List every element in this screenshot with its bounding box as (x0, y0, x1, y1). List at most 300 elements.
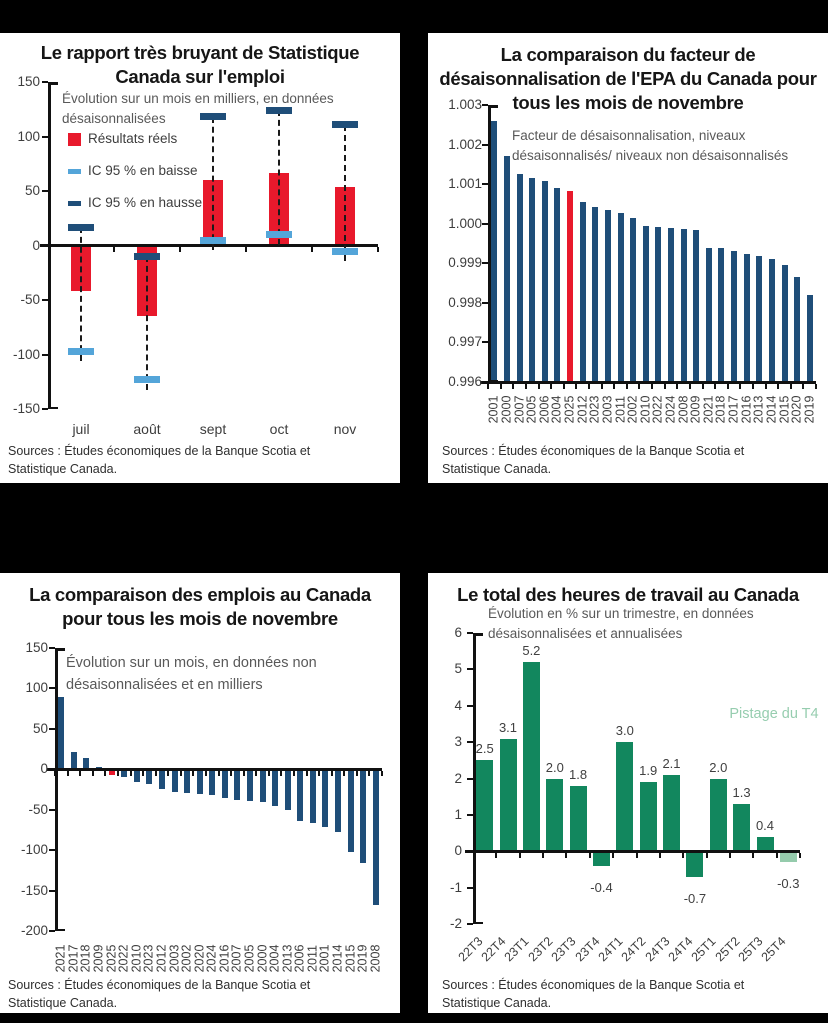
x-axis-tick (714, 384, 716, 389)
chart-subtitle: Évolution sur un mois en milliers, en données désaisonnalisées (62, 91, 334, 127)
y-axis-tick (42, 81, 48, 83)
x-tick-label-2008: 2008 (676, 395, 690, 424)
x-tick-label-juil: juil (72, 421, 90, 437)
y-axis-tick (49, 647, 55, 649)
x-tick-label-2025: 2025 (104, 944, 119, 973)
y-tick-label: 0.999 (448, 255, 482, 271)
x-tick-label-2004: 2004 (549, 395, 564, 424)
x-tick-label-25T4: 25T4 (758, 934, 789, 965)
bar-2004 (272, 769, 278, 805)
bar-2000 (260, 769, 266, 802)
x-axis-tick (243, 771, 245, 776)
x-tick-label-2019: 2019 (355, 944, 370, 973)
bar-2011 (618, 213, 624, 382)
y-tick-label: 4 (454, 697, 462, 713)
x-axis-tick (636, 853, 638, 858)
x-axis-tick (689, 384, 691, 389)
x-axis-tick (318, 771, 320, 776)
x-axis-tick (588, 384, 590, 389)
y-tick-label: 0 (40, 761, 48, 777)
y-axis-tick (482, 341, 488, 343)
y-tick-label: 3 (454, 734, 462, 750)
x-tick-label-2011: 2011 (613, 396, 627, 423)
x-axis-tick (495, 853, 497, 858)
x-tick-label-2009: 2009 (688, 395, 703, 424)
legend-item-resultats-reels (68, 131, 202, 146)
bar-value-label-25T3: 0.4 (755, 817, 775, 833)
ci-baisse-marker-juil (68, 348, 94, 355)
x-axis-tick (230, 771, 232, 776)
x-axis-line (465, 850, 800, 853)
y-axis-tick (42, 245, 48, 247)
x-tick-label-2014: 2014 (764, 395, 779, 424)
y-axis-tick (467, 887, 473, 889)
x-tick-label-24T1: 24T1 (595, 934, 626, 965)
x-axis-tick (612, 853, 614, 858)
y-tick-label: 100 (17, 128, 40, 144)
bar-2001 (322, 769, 328, 826)
y-tick-label: -50 (28, 801, 48, 817)
bar-2023 (592, 207, 598, 382)
x-axis-tick (356, 771, 358, 776)
ci-whisker-nov (344, 125, 346, 261)
x-axis-tick (255, 771, 257, 776)
bar-2024 (668, 228, 674, 382)
chart-title: Le rapport très bruyant de Statistique Canada sur l'emploi (40, 42, 360, 88)
x-axis-tick (542, 853, 544, 858)
bar-22T3 (476, 760, 493, 851)
y-axis-tick (467, 741, 473, 743)
x-axis-tick (293, 771, 295, 776)
x-axis-tick (550, 384, 552, 389)
bar-value-label-25T2: 1.3 (732, 785, 751, 800)
x-axis-tick (113, 247, 115, 252)
y-tick-label: 5 (454, 661, 462, 677)
x-tick-label-nov: nov (333, 421, 357, 437)
x-tick-label-25T3: 25T3 (735, 934, 766, 965)
x-tick-label-2001: 2001 (486, 395, 501, 424)
y-axis-tick (467, 668, 473, 670)
sources-note: Sources : Études économiques de la Banque Scotia et Statistique Canada. (442, 444, 745, 476)
y-axis-tick (49, 930, 55, 932)
y-tick-label: 1 (454, 806, 462, 822)
bar-2025 (567, 191, 573, 382)
y-tick-label: -50 (20, 292, 40, 307)
bar-2016 (222, 769, 228, 797)
y-tick-label: -150 (12, 401, 40, 416)
x-axis-tick (155, 771, 157, 776)
x-axis-tick (487, 384, 489, 389)
bar-23T4 (593, 851, 610, 866)
x-axis-tick (790, 384, 792, 389)
x-axis-tick (739, 384, 741, 389)
x-axis-tick (306, 771, 308, 776)
legend-item-ic-hausse (68, 195, 202, 210)
bar-2001 (491, 121, 497, 382)
bar-24T3 (663, 775, 680, 851)
x-tick-label-sept: sept (199, 421, 227, 437)
x-tick-label-2018: 2018 (78, 944, 93, 973)
x-axis-tick (280, 771, 282, 776)
bar-2019 (807, 295, 813, 383)
x-axis-tick (815, 384, 817, 389)
bar-2014 (769, 259, 775, 382)
y-tick-label: 6 (454, 625, 462, 640)
bar-2022 (655, 227, 661, 382)
x-tick-label-2023: 2023 (587, 395, 602, 424)
bar-25T4 (780, 851, 797, 862)
x-tick-label-22T4: 22T4 (478, 934, 509, 965)
bar-2008 (681, 229, 687, 382)
x-tick-label-2002: 2002 (179, 944, 194, 973)
bar-value-label-25T4: -0.3 (777, 876, 800, 892)
bar-23T3 (570, 786, 587, 852)
x-tick-label-2013: 2013 (280, 944, 295, 973)
x-axis-tick (512, 384, 514, 389)
x-axis-tick (311, 247, 313, 252)
x-tick-label-2001: 2001 (317, 944, 332, 973)
y-tick-label: 0.998 (448, 294, 482, 310)
legend-label: IC 95 % en hausse (88, 195, 203, 210)
bar-2002 (184, 769, 190, 792)
y-axis-serif-top (488, 105, 498, 108)
x-axis-tick (626, 384, 628, 389)
x-axis-tick (218, 771, 220, 776)
x-tick-label-22T3: 22T3 (455, 934, 486, 965)
bar-2018 (718, 248, 724, 382)
x-axis-tick (180, 771, 182, 776)
x-tick-label-2013: 2013 (751, 395, 766, 424)
bar-2004 (554, 188, 560, 382)
y-axis-tick (49, 768, 55, 770)
x-axis-tick (565, 853, 567, 858)
x-tick-label-2017: 2017 (726, 395, 741, 424)
bar-2014 (335, 769, 341, 831)
x-axis-tick (765, 384, 767, 389)
bar-2021 (58, 697, 64, 770)
y-axis-tick (482, 104, 488, 106)
plot-area-seasonal-factor (428, 33, 828, 483)
x-tick-label-23T1: 23T1 (501, 934, 532, 965)
x-tick-label-24T3: 24T3 (642, 934, 673, 965)
y-tick-label: 0 (32, 237, 40, 253)
sources-note: Sources : Études économiques de la Banque Scotia et Statistique Canada. (442, 978, 745, 1010)
x-axis-tick (659, 853, 661, 858)
x-tick-label-2011: 2011 (305, 945, 320, 972)
y-axis-line (55, 648, 58, 931)
x-tick-label-25T2: 25T2 (712, 934, 743, 965)
x-axis-tick (179, 247, 181, 252)
x-axis-tick (589, 853, 591, 858)
bar-23T2 (546, 779, 563, 852)
x-tick-label-2010: 2010 (129, 944, 144, 973)
y-tick-label: 2 (454, 770, 462, 786)
bar-2006 (542, 181, 548, 382)
bar-2012 (580, 202, 586, 382)
x-tick-label-2000: 2000 (499, 395, 514, 424)
y-axis-tick (49, 728, 55, 730)
legend-label: IC 95 % en baisse (88, 163, 198, 178)
bar-2017 (71, 752, 77, 769)
bar-value-label-24T4: -0.7 (683, 890, 707, 906)
x-axis-tick (802, 384, 804, 389)
bar-2011 (310, 769, 316, 823)
bar-23T1 (523, 662, 540, 851)
x-tick-label-2019: 2019 (802, 395, 817, 424)
x-axis-tick (519, 853, 521, 858)
y-tick-label: 100 (25, 680, 48, 696)
bar-value-label-23T2: 2.0 (545, 759, 564, 775)
x-tick-label-2005: 2005 (524, 395, 539, 424)
plot-area-november-jobs (0, 573, 400, 1013)
bar-value-label-24T3: 2.1 (662, 755, 681, 771)
bar-24T1 (616, 742, 633, 851)
x-axis-tick (377, 247, 379, 252)
chart-subtitle: Évolution sur un mois, en données non désaisonnalisées et en milliers (66, 655, 317, 693)
ci-baisse-marker-oct (266, 231, 292, 238)
y-axis-tick (49, 809, 55, 811)
x-tick-label-2003: 2003 (600, 395, 615, 424)
x-tick-label-2012: 2012 (154, 944, 169, 973)
x-axis-tick (706, 853, 708, 858)
x-tick-label-2018: 2018 (713, 395, 728, 424)
dark-blue-dash-swatch-icon (68, 201, 81, 206)
y-tick-label: 50 (32, 720, 48, 736)
bar-22T4 (500, 739, 517, 852)
bar-2005 (247, 769, 253, 801)
x-axis-tick (205, 771, 207, 776)
x-axis-tick (575, 384, 577, 389)
bar-2020 (197, 769, 203, 794)
x-axis-tick (651, 384, 653, 389)
bar-2013 (756, 256, 762, 382)
x-axis-tick (245, 247, 247, 252)
ci-baisse-marker-août (134, 376, 160, 383)
chart-title: La comparaison du facteur de désaisonnalisation de l'EPA du Canada pour tous les mois de novembre (439, 44, 817, 114)
x-axis-tick (192, 771, 194, 776)
bar-2002 (630, 218, 636, 382)
y-axis-tick (482, 144, 488, 146)
sources-note: Sources : Études économiques de la Banque Scotia et Statistique Canada. (8, 444, 311, 476)
x-axis-tick (79, 771, 81, 776)
x-axis-tick (130, 771, 132, 776)
x-axis-tick (664, 384, 666, 389)
x-tick-label-24T4: 24T4 (665, 934, 696, 965)
y-axis-serif-top (55, 648, 65, 651)
bar-2020 (794, 277, 800, 382)
bar-2015 (782, 265, 788, 382)
y-axis-tick (482, 183, 488, 185)
bar-2008 (373, 769, 379, 905)
x-tick-label-2005: 2005 (242, 944, 257, 973)
x-tick-label-2021: 2021 (701, 395, 716, 424)
bar-2007 (517, 174, 523, 383)
x-tick-label-2009: 2009 (91, 944, 106, 973)
y-tick-label: -1 (449, 879, 462, 895)
bar-value-label-24T1: 3.0 (615, 723, 634, 739)
chart-panel-top-left (0, 33, 400, 483)
ci-whisker-oct (278, 110, 280, 244)
bar-2010 (643, 226, 649, 382)
x-tick-label-2015: 2015 (777, 395, 791, 424)
x-tick-label-2015: 2015 (343, 944, 358, 973)
y-axis-serif-bottom (488, 380, 498, 383)
ci-baisse-marker-nov (332, 248, 358, 255)
ci-whisker-août (146, 256, 148, 389)
chart-panel-bottom-right (428, 573, 828, 1013)
x-tick-label-2014: 2014 (330, 944, 345, 973)
y-axis-tick (467, 923, 473, 925)
x-tick-label-août: août (133, 421, 161, 437)
y-axis-line (488, 105, 491, 382)
y-axis-tick (467, 850, 473, 852)
y-axis-tick (467, 778, 473, 780)
x-tick-label-2020: 2020 (192, 944, 207, 973)
y-tick-label: -200 (20, 923, 48, 938)
x-axis-tick (613, 384, 615, 389)
bar-2012 (159, 769, 165, 788)
x-tick-label-23T4: 23T4 (572, 934, 603, 965)
chart-title: La comparaison des emplois au Canada pour tous les mois de novembre (29, 584, 371, 630)
x-tick-label-2006: 2006 (537, 395, 552, 424)
y-axis-serif-bottom (55, 929, 65, 932)
x-tick-label-2016: 2016 (739, 395, 754, 424)
y-axis-tick (482, 262, 488, 264)
x-axis-tick (752, 853, 754, 858)
bar-2009 (693, 230, 699, 382)
y-tick-label: 150 (17, 74, 40, 89)
legend-label: Résultats réels (88, 131, 178, 146)
x-axis-tick (142, 771, 144, 776)
y-tick-label: 0 (454, 843, 462, 859)
y-axis-tick (482, 381, 488, 383)
y-axis-tick (467, 705, 473, 707)
x-tick-label-23T3: 23T3 (548, 934, 579, 965)
y-axis-serif-bottom (48, 407, 58, 410)
x-axis-tick (682, 853, 684, 858)
y-axis-tick (482, 302, 488, 304)
y-axis-serif-top (48, 82, 58, 85)
bar-value-label-25T1: 2.0 (709, 759, 728, 775)
ci-whisker-juil (80, 227, 82, 361)
x-tick-label-2024: 2024 (204, 944, 219, 973)
bar-2003 (172, 769, 178, 792)
x-axis-tick (368, 771, 370, 776)
bar-value-label-22T4: 3.1 (498, 719, 518, 735)
bar-2003 (605, 210, 611, 382)
x-axis-tick (638, 384, 640, 389)
y-tick-label: 1.001 (448, 176, 482, 192)
x-axis-tick (104, 771, 106, 776)
y-tick-label: 0.996 (448, 374, 482, 389)
ci-whisker-sept (212, 117, 214, 250)
bar-value-label-23T1: 5.2 (522, 643, 541, 659)
x-axis-tick (752, 384, 754, 389)
y-tick-label: 1.002 (448, 136, 482, 152)
legend (68, 131, 202, 227)
bar-value-label-24T2: 1.9 (639, 763, 658, 779)
x-axis-tick (676, 384, 678, 389)
bar-2016 (744, 254, 750, 382)
x-tick-label-2002: 2002 (625, 395, 640, 424)
chart-title: Le total des heures de travail au Canada (457, 584, 799, 605)
y-tick-label: 50 (24, 183, 40, 198)
ci-hausse-marker-août (134, 253, 160, 260)
x-tick-label-2006: 2006 (292, 944, 307, 973)
y-axis-tick (49, 687, 55, 689)
x-tick-label-2016: 2016 (217, 944, 232, 973)
x-axis-tick (727, 384, 729, 389)
x-tick-label-2012: 2012 (575, 395, 590, 424)
y-axis-tick (467, 814, 473, 816)
x-axis-tick (268, 771, 270, 776)
bar-2017 (731, 251, 737, 382)
x-tick-label-2008: 2008 (368, 944, 383, 973)
x-tick-label-2007: 2007 (512, 395, 526, 424)
x-axis-tick (67, 771, 69, 776)
legend-item-ic-baisse (68, 163, 202, 178)
x-axis-tick (538, 384, 540, 389)
y-axis-tick (49, 849, 55, 851)
y-tick-label: 0.997 (448, 334, 482, 350)
x-tick-label-2021: 2021 (53, 944, 68, 973)
x-tick-label-2025: 2025 (562, 395, 577, 424)
x-tick-label-2023: 2023 (141, 944, 156, 973)
bar-24T4 (686, 851, 703, 877)
y-axis-line (48, 82, 51, 409)
x-tick-label-25T1: 25T1 (688, 934, 719, 965)
bar-2015 (348, 769, 354, 852)
y-tick-label: 150 (25, 640, 48, 655)
bar-24T2 (640, 782, 657, 851)
bar-2023 (146, 769, 152, 784)
chart-subtitle: Facteur de désaisonnalisation, niveaux désaisonnalisés/ niveaux non désaisonnalisés (512, 128, 789, 164)
light-blue-dash-swatch-icon (68, 169, 81, 174)
x-tick-label-2000: 2000 (255, 944, 269, 973)
bar-2000 (504, 156, 510, 382)
bar-2006 (297, 769, 303, 821)
x-axis-tick (167, 771, 169, 776)
x-tick-label-2024: 2024 (663, 395, 678, 424)
y-axis-tick (42, 299, 48, 301)
sources-note: Sources : Études économiques de la Banque Scotia et Statistique Canada. (8, 978, 311, 1010)
bar-value-label-23T4: -0.4 (590, 879, 613, 895)
y-axis-tick (42, 190, 48, 192)
bar-2019 (360, 769, 366, 863)
x-tick-label-oct: oct (269, 421, 289, 437)
x-tick-label-2010: 2010 (638, 395, 653, 424)
x-axis-tick (729, 853, 731, 858)
x-axis-tick (500, 384, 502, 389)
ci-baisse-marker-sept (200, 237, 226, 244)
y-tick-label: 1.003 (448, 97, 482, 112)
y-axis-serif-bottom (473, 922, 483, 925)
bar-value-label-22T3: 2.5 (475, 741, 494, 757)
x-axis-line (40, 244, 378, 247)
x-tick-label-2022: 2022 (650, 395, 665, 424)
y-axis-tick (49, 890, 55, 892)
bar-2021 (706, 248, 712, 383)
y-axis-tick (42, 354, 48, 356)
x-axis-tick (525, 384, 527, 389)
x-axis-tick (92, 771, 94, 776)
x-axis-tick (601, 384, 603, 389)
x-tick-label-2022: 2022 (116, 944, 131, 973)
x-axis-tick (331, 771, 333, 776)
y-axis-serif-top (473, 633, 483, 636)
y-tick-label: -100 (20, 842, 48, 858)
bar-2013 (285, 769, 291, 810)
